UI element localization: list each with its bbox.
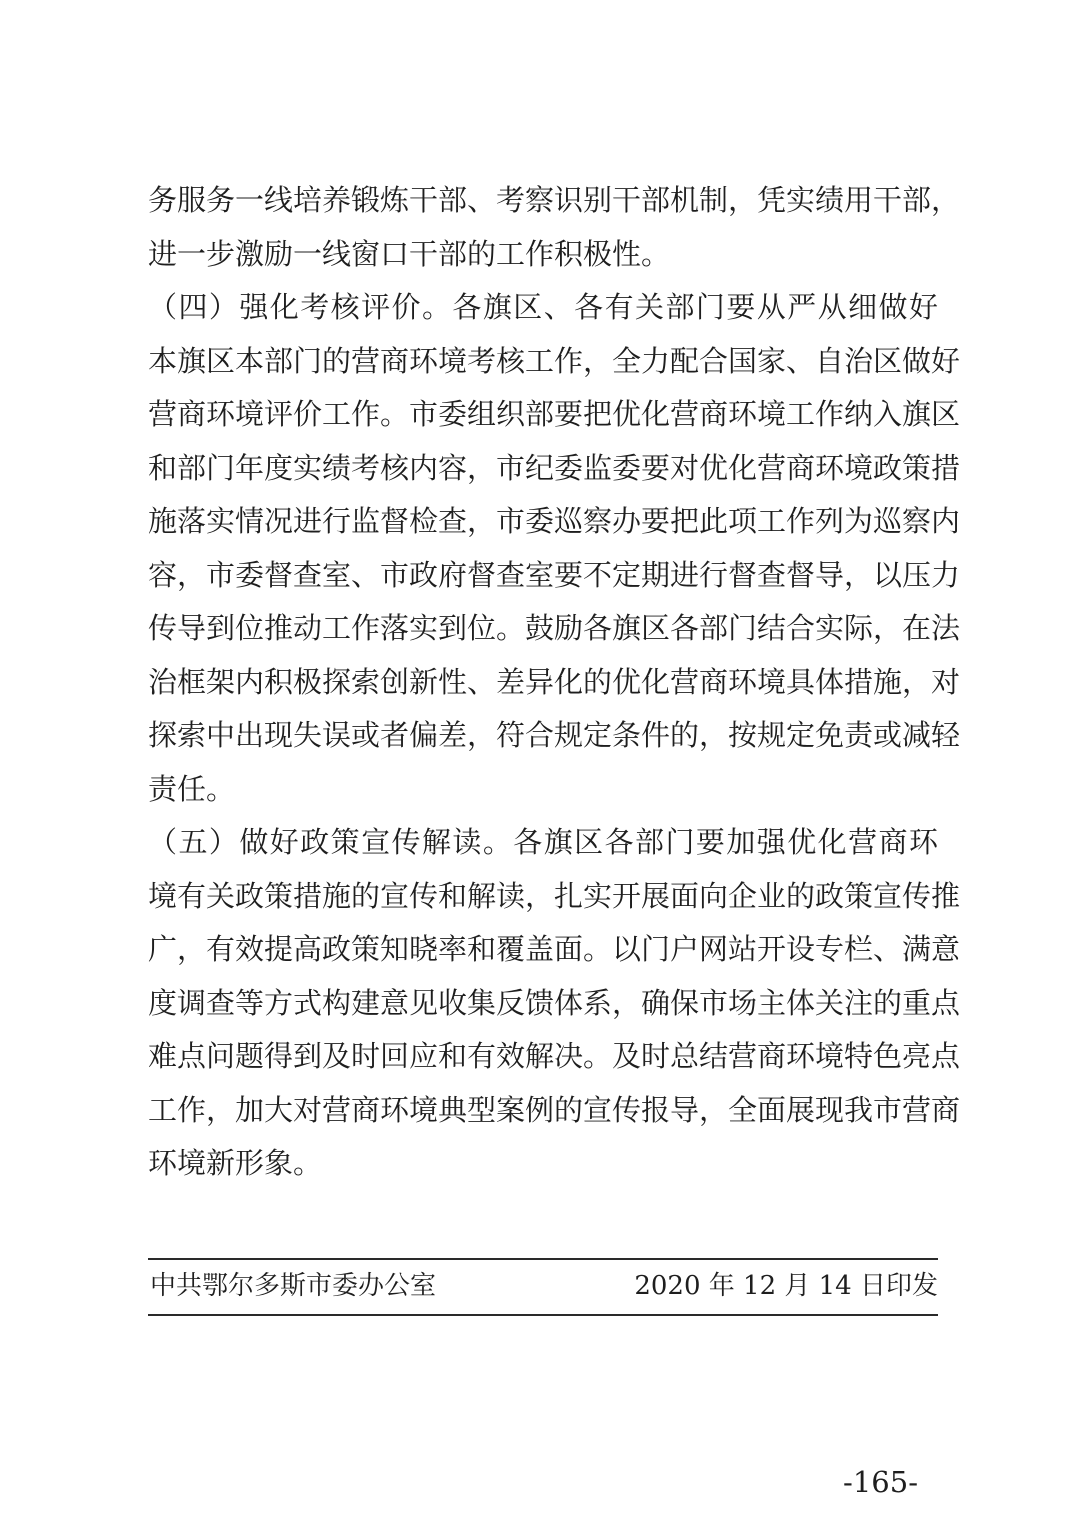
- page-number: -165-: [843, 1465, 918, 1499]
- body-line: 施落实情况进行监督检查，市委巡察办要把此项工作列为巡察内: [148, 504, 961, 538]
- issue-date: 2020 年 12 月 14 日印发: [634, 1271, 938, 1301]
- body-line: 责任。: [148, 772, 236, 806]
- section-heading-line: （四）强化考核评价。各旗区、各有关部门要从严从细做好: [148, 290, 938, 324]
- body-line: 进一步激励一线窗口干部的工作积极性。: [148, 237, 671, 271]
- body-line: 容，市委督查室、市政府督查室要不定期进行督查督导，以压力: [148, 558, 961, 592]
- footer-top-rule: [148, 1258, 938, 1260]
- body-line: 探索中出现失误或者偏差，符合规定条件的，按规定免责或减轻: [148, 718, 961, 752]
- footer-bottom-rule: [148, 1314, 938, 1316]
- body-line: 营商环境评价工作。市委组织部要把优化营商环境工作纳入旗区: [148, 397, 961, 431]
- body-line: 治框架内积极探索创新性、差异化的优化营商环境具体措施，对: [148, 665, 961, 699]
- body-line: 环境新形象。: [148, 1146, 323, 1180]
- body-line: 工作，加大对营商环境典型案例的宣传报导，全面展现我市营商: [148, 1093, 961, 1127]
- issuing-office: 中共鄂尔多斯市委办公室: [150, 1271, 437, 1301]
- body-line: 务服务一线培养锻炼干部、考察识别干部机制，凭实绩用干部，: [148, 183, 961, 217]
- body-line: 和部门年度实绩考核内容，市纪委监委要对优化营商环境政策措: [148, 451, 961, 485]
- body-line: 度调查等方式构建意见收集反馈体系，确保市场主体关注的重点: [148, 986, 961, 1020]
- body-line: 难点问题得到及时回应和有效解决。及时总结营商环境特色亮点: [148, 1039, 961, 1073]
- body-line: 境有关政策措施的宣传和解读，扎实开展面向企业的政策宣传推: [148, 879, 961, 913]
- body-line: 广，有效提高政策知晓率和覆盖面。以门户网站开设专栏、满意: [148, 932, 961, 966]
- section-heading-line: （五）做好政策宣传解读。各旗区各部门要加强优化营商环: [148, 825, 938, 859]
- body-line: 传导到位推动工作落实到位。鼓励各旗区各部门结合实际，在法: [148, 611, 961, 645]
- body-line: 本旗区本部门的营商环境考核工作，全力配合国家、自治区做好: [148, 344, 961, 378]
